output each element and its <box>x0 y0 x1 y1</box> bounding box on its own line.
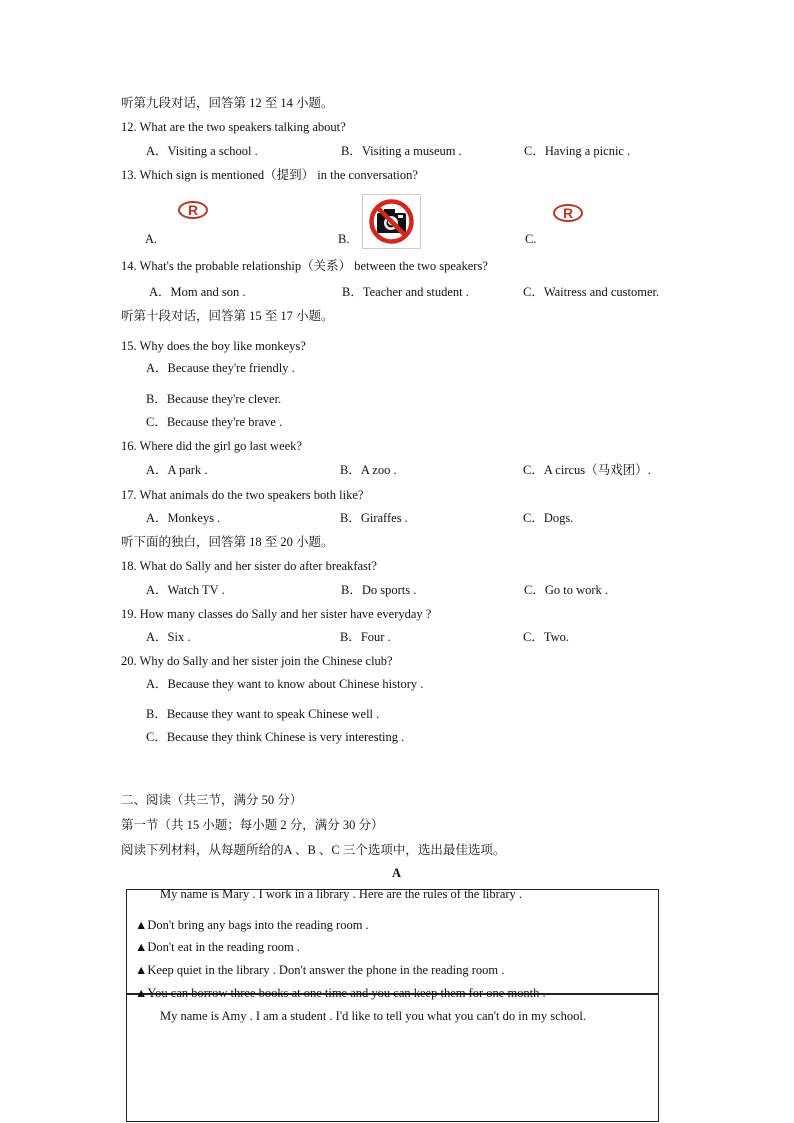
q15-option-b: B．Because they're clever. <box>146 392 282 406</box>
registered-sign-icon-c: R <box>553 204 583 222</box>
monologue-instruction: 听下面的独白，回答第 18 至 20 小题。 <box>121 535 334 549</box>
q17-option-c: C．Dogs. <box>523 511 574 525</box>
q13-option-c: C. <box>525 232 537 246</box>
q12-option-c: C．Having a picnic . <box>524 144 631 158</box>
q19-stem: 19. How many classes do Sally and her sister have everyday ? <box>121 607 432 621</box>
reading-section1-title: 第一节（共 15 小题；每小题 2 分，满分 30 分） <box>121 818 384 832</box>
rule-item: ▲You can borrow three books at one time and you can keep them for one month . <box>135 986 546 1000</box>
q15-option-a: A．Because they're friendly . <box>146 361 295 375</box>
q15-option-c: C．Because they're brave . <box>146 415 283 429</box>
q14-option-c: C．Waitress and customer. <box>523 285 660 299</box>
amy-intro: My name is Amy . I am a student . I'd like to tell you what you can't do in my school. <box>160 1009 586 1023</box>
rule-item: ▲Keep quiet in the library . Don't answer the phone in the reading room . <box>135 963 505 977</box>
q14-option-b: B．Teacher and student . <box>342 285 469 299</box>
q20-stem: 20. Why do Sally and her sister join the Chinese club? <box>121 654 393 668</box>
q16-option-a: A．A park . <box>146 463 208 477</box>
q20-option-b: B．Because they want to speak Chinese well . <box>146 707 380 721</box>
q12-option-a: A．Visiting a school . <box>146 144 258 158</box>
q12-stem: 12. What are the two speakers talking about? <box>121 120 346 134</box>
q16-option-c: C．A circus（马戏团）. <box>523 463 651 477</box>
q20-option-a: A．Because they want to know about Chinese history . <box>146 677 424 691</box>
registered-sign-icon-a: R <box>178 201 208 219</box>
q18-option-c: C．Go to work . <box>524 583 609 597</box>
q16-stem: 16. Where did the girl go last week? <box>121 439 302 453</box>
q19-option-c: C．Two. <box>523 630 570 644</box>
q14-option-a: A．Mom and son . <box>149 285 246 299</box>
section9-instruction: 听第九段对话，回答第 12 至 14 小题。 <box>121 96 334 110</box>
q15-stem: 15. Why does the boy like monkeys? <box>121 339 306 353</box>
q17-option-b: B．Giraffes . <box>340 511 408 525</box>
q17-option-a: A．Monkeys . <box>146 511 221 525</box>
q19-option-a: A．Six . <box>146 630 191 644</box>
no-photography-sign-icon <box>362 194 421 249</box>
q13-option-b: B. <box>338 232 350 246</box>
q12-option-b: B．Visiting a museum . <box>341 144 462 158</box>
q20-option-c: C．Because they think Chinese is very interesting . <box>146 730 405 744</box>
q16-option-b: B．A zoo . <box>340 463 397 477</box>
reading-heading: 二、阅读（共三节，满分 50 分） <box>121 793 303 807</box>
q19-option-b: B．Four . <box>340 630 391 644</box>
passage-label: A <box>392 866 402 880</box>
q18-option-b: B．Do sports . <box>341 583 417 597</box>
mary-intro: My name is Mary . I work in a library . Here are the rules of the library . <box>160 887 523 901</box>
q17-stem: 17. What animals do the two speakers both like? <box>121 488 364 502</box>
q18-stem: 18. What do Sally and her sister do after breakfast? <box>121 559 377 573</box>
rule-item: ▲Don't bring any bags into the reading room . <box>135 918 369 932</box>
reading-instruction: 阅读下列材料，从每题所给的A 、B 、C 三个选项中，选出最佳选项。 <box>121 843 506 857</box>
q18-option-a: A．Watch TV . <box>146 583 225 597</box>
rule-item: ▲Don't eat in the reading room . <box>135 940 300 954</box>
q13-option-a: A. <box>145 232 158 246</box>
q13-stem: 13. Which sign is mentioned（提到） in the conversation? <box>121 168 418 182</box>
q14-stem: 14. What's the probable relationship（关系） between the two speakers? <box>121 259 488 273</box>
section10-instruction: 听第十段对话，回答第 15 至 17 小题。 <box>121 309 334 323</box>
